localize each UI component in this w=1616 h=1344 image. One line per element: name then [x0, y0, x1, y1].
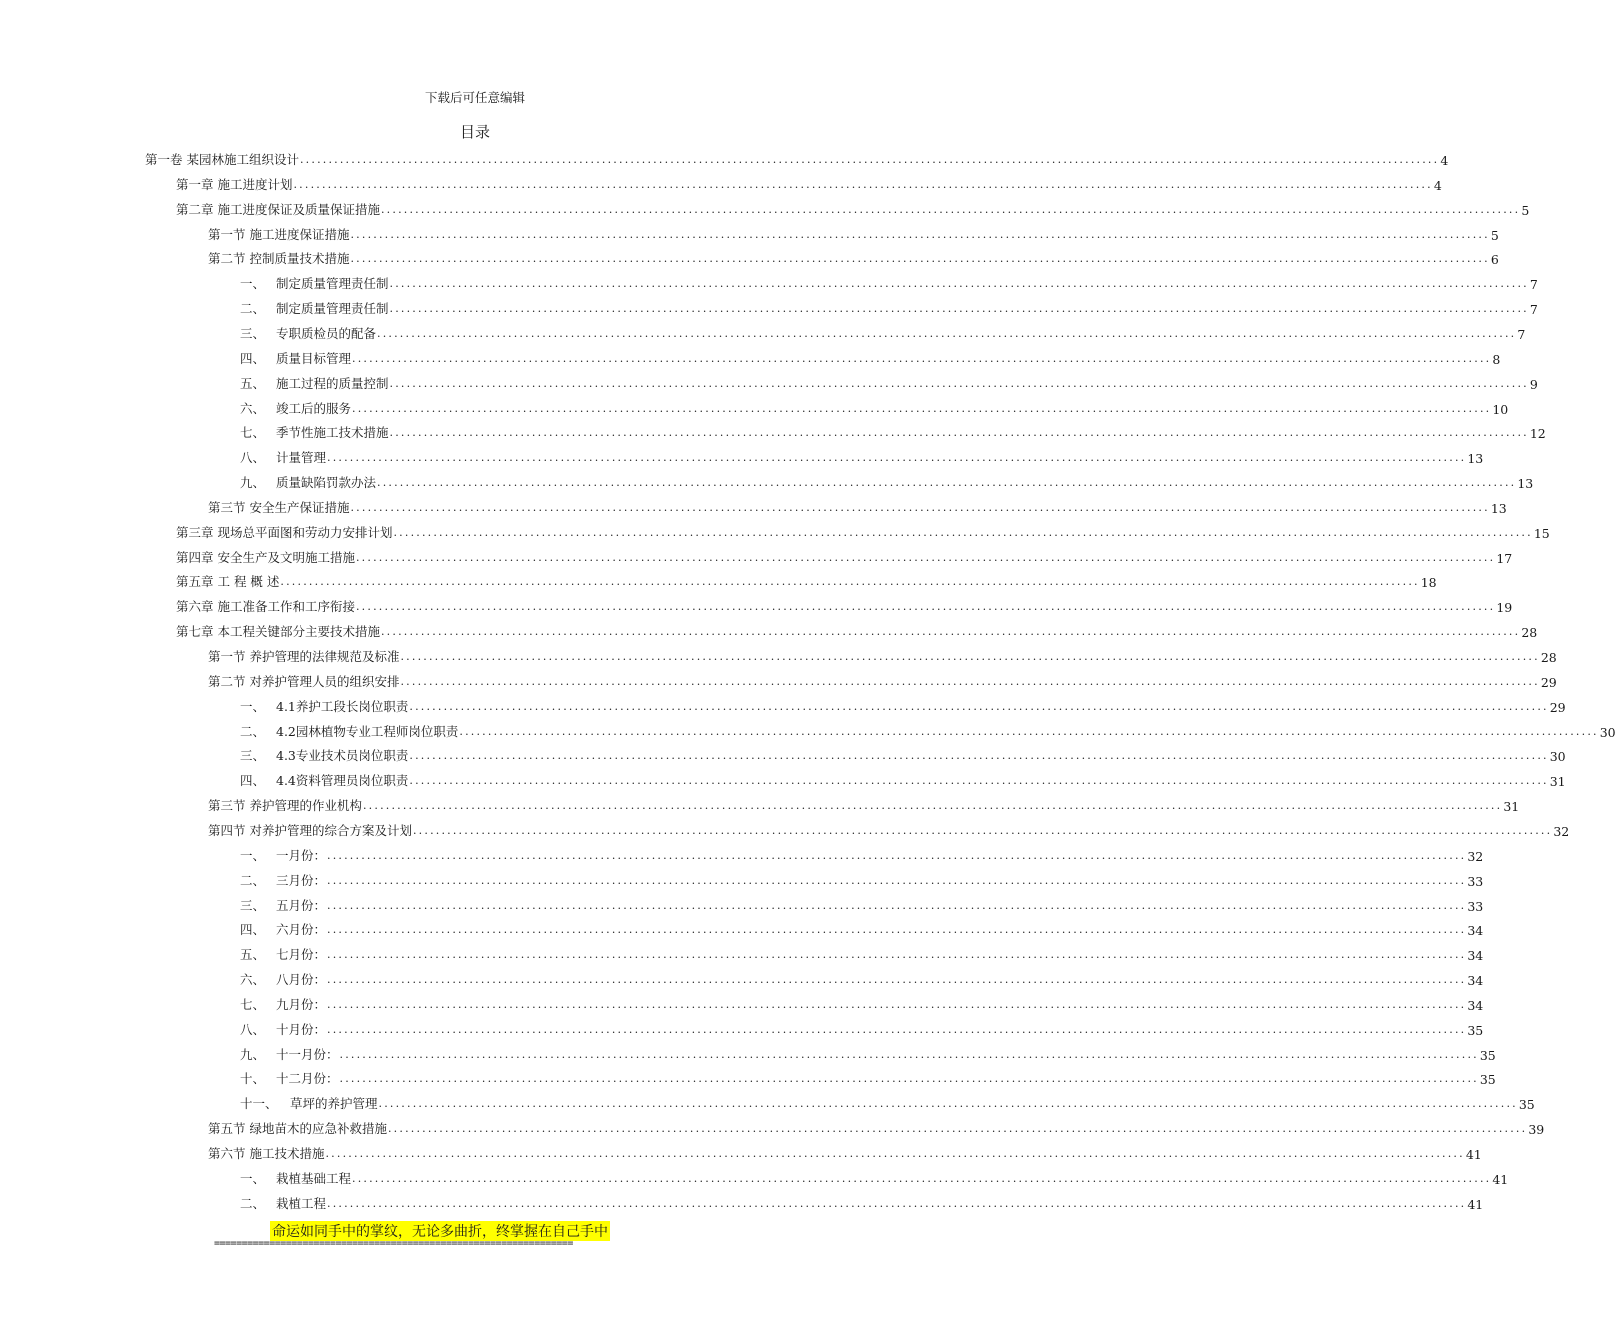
toc-entry[interactable] — [240, 1065, 1496, 1088]
toc-leader-dots: ........................................................................................................................................................................................................ — [389, 426, 1529, 440]
toc-entry-title: 第五章 工 程 概 述 — [176, 574, 280, 590]
toc-leader-dots: ........................................................................................................................................................................................................ — [380, 202, 1521, 216]
toc-entry-title: 八月份： — [276, 972, 327, 988]
toc-entry-page: 30 — [1599, 724, 1616, 740]
toc-entry-page: 10 — [1492, 401, 1509, 417]
toc-entry[interactable] — [240, 270, 1538, 293]
toc-entry-number: 一、 — [240, 276, 266, 292]
toc-entry[interactable] — [240, 469, 1534, 492]
toc-entry-page: 19 — [1496, 600, 1513, 616]
toc-entry-title: 一月份： — [276, 847, 327, 863]
toc-entry[interactable] — [176, 568, 1437, 591]
toc-entry-title: 第一节 养护管理的法律规范及标准 — [208, 649, 400, 664]
toc-entry-page: 5 — [1490, 227, 1499, 243]
toc-entry-number: 七、 — [240, 425, 266, 441]
toc-leader-dots: ........................................................................................................................................................................................................ — [350, 227, 1490, 241]
toc-entry-title: 五月份： — [276, 897, 327, 913]
toc-entry-page: 4 — [1433, 177, 1442, 193]
toc-entry[interactable] — [208, 245, 1499, 268]
toc-entry-page: 31 — [1549, 774, 1566, 790]
toc-entry-number: 五、 — [240, 947, 266, 963]
toc-entry-title: 第一卷 某园林施工组织设计 — [145, 152, 299, 167]
toc-entry-page: 34 — [1467, 923, 1484, 939]
toc-entry-title: 第二节 对养护管理人员的组织安排 — [208, 673, 400, 689]
toc-leader-dots: ........................................................................................................................................................................................................ — [352, 1171, 1492, 1185]
separator-line: ================================================================= — [214, 1238, 573, 1249]
toc-entry-page: 15 — [1533, 525, 1550, 541]
toc-entry-page: 39 — [1528, 1122, 1545, 1138]
toc-entry[interactable] — [240, 718, 1616, 740]
toc-title: 目录 — [459, 123, 490, 141]
toc-entry[interactable] — [240, 1016, 1484, 1038]
toc-leader-dots: ........................................................................................................................................................................................................ — [400, 674, 1540, 688]
toc-leader-dots: ........................................................................................................................................................................................................ — [412, 823, 1553, 837]
page-header: 下载后可任意编辑 — [424, 90, 525, 105]
toc-entry-page: 7 — [1529, 277, 1538, 293]
toc-entry[interactable] — [240, 767, 1566, 790]
toc-entry-number: 二、 — [240, 723, 266, 739]
toc-entry-title: 六月份： — [276, 922, 327, 938]
toc-entry-title: 施工过程的质量控制 — [276, 375, 389, 391]
toc-entry-title: 第二章 施工进度保证及质量保证措施 — [176, 201, 380, 217]
toc-entry[interactable] — [176, 171, 1442, 193]
toc-leader-dots: ........................................................................................................................................................................................................ — [350, 252, 1490, 266]
toc-entry-page: 12 — [1529, 426, 1546, 442]
toc-entry-title: 第五节 绿地苗木的应急补救措施 — [208, 1121, 387, 1137]
toc-entry[interactable] — [240, 916, 1484, 939]
toc-leader-dots: ........................................................................................................................................................................................................ — [325, 1147, 1465, 1160]
toc-entry[interactable] — [240, 370, 1538, 392]
toc-leader-dots: ........................................................................................................................................................................................................ — [299, 153, 1440, 166]
toc-entry-title: 季节性施工技术措施 — [276, 425, 389, 441]
toc-leader-dots: ........................................................................................................................................................................................................ — [389, 277, 1529, 291]
toc-entry-title: 质量目标管理 — [276, 350, 352, 366]
toc-entry-page: 41 — [1492, 1171, 1509, 1187]
motto-highlight: 命运如同手中的掌纹，无论多曲折，终掌握在自己手中 — [270, 1221, 610, 1241]
toc-entry-number: 一、 — [240, 1170, 266, 1186]
toc-leader-dots: ........................................................................................................................................................................................................ — [389, 376, 1529, 390]
toc-entry-page: 4 — [1440, 153, 1449, 168]
toc-entry-title: 竣工后的服务 — [276, 400, 352, 416]
toc-entry-number: 三、 — [240, 325, 266, 341]
toc-entry-title: 第四节 对养护管理的综合方案及计划 — [208, 822, 412, 838]
toc-leader-dots: ........................................................................................................................................................................................................ — [409, 749, 1549, 763]
toc-leader-dots: ........................................................................................................................................................................................................ — [327, 1022, 1467, 1036]
toc-entry-number: 六、 — [240, 972, 266, 988]
toc-entry[interactable] — [240, 320, 1526, 342]
toc-entry-number: 二、 — [240, 1195, 266, 1211]
toc-entry[interactable] — [240, 419, 1546, 442]
toc-entry-title: 第三章 现场总平面图和劳动力安排计划 — [176, 524, 393, 540]
toc-leader-dots: ........................................................................................................................................................................................................ — [362, 799, 1503, 813]
toc-entry-page: 32 — [1553, 823, 1570, 839]
toc-entry-page: 13 — [1467, 451, 1484, 467]
toc-entry-number: 五、 — [240, 375, 266, 391]
toc-entry-page: 30 — [1549, 749, 1566, 765]
toc-entry-title: 第六章 施工准备工作和工序衔接 — [176, 599, 355, 615]
toc-entry[interactable] — [208, 494, 1507, 516]
toc-entry[interactable] — [208, 1115, 1545, 1138]
toc-entry[interactable] — [208, 668, 1557, 690]
toc-leader-dots: ........................................................................................................................................................................................................ — [327, 873, 1467, 887]
toc-leader-dots: ........................................................................................................................................................................................................ — [380, 625, 1521, 639]
toc-entry[interactable] — [240, 892, 1484, 914]
toc-entry[interactable] — [208, 221, 1499, 243]
toc-leader-dots: ........................................................................................................................................................................................................ — [327, 948, 1467, 962]
toc-entry[interactable] — [240, 693, 1566, 715]
toc-entry-page: 31 — [1503, 799, 1520, 815]
toc-leader-dots: ........................................................................................................................................................................................................ — [459, 724, 1599, 738]
toc-entry-number: 四、 — [240, 922, 266, 938]
toc-entry-title: 第六节 施工技术措施 — [208, 1146, 325, 1161]
toc-entry[interactable] — [176, 593, 1513, 616]
toc-leader-dots: ........................................................................................................................................................................................................ — [352, 351, 1492, 365]
toc-entry-title: 4.3专业技术员岗位职责 — [276, 748, 409, 764]
toc-entry-title: 九月份： — [276, 996, 327, 1012]
toc-leader-dots: ........................................................................................................................................................................................................ — [377, 476, 1517, 490]
toc-entry-title: 十月份： — [276, 1021, 327, 1037]
toc-entry[interactable] — [176, 618, 1538, 641]
toc-entry-number: 一、 — [240, 847, 266, 863]
toc-entry[interactable] — [176, 196, 1530, 218]
toc-entry-page: 13 — [1490, 500, 1507, 516]
toc-entry-number: 六、 — [240, 400, 266, 416]
toc-entry-page: 33 — [1467, 873, 1484, 889]
toc-entry[interactable] — [208, 792, 1520, 815]
toc-entry[interactable] — [240, 742, 1566, 765]
toc-entry-title: 制定质量管理责任制 — [276, 301, 389, 317]
toc-entry[interactable] — [240, 966, 1484, 989]
toc-entry-title: 第四章 安全生产及文明施工措施 — [176, 549, 355, 565]
toc-leader-dots: ........................................................................................................................................................................................................ — [327, 1196, 1467, 1210]
toc-entry-number: 八、 — [240, 450, 266, 466]
toc-entry-page: 17 — [1496, 550, 1513, 566]
toc-entry-title: 第三节 安全生产保证措施 — [208, 499, 350, 515]
toc-entry-page: 34 — [1467, 948, 1484, 964]
toc-entry-title: 栽植基础工程 — [276, 1170, 352, 1186]
toc-entry-title: 第三节 养护管理的作业机构 — [208, 798, 362, 814]
toc-entry-title: 三月份： — [276, 872, 327, 888]
toc-entry-number: 十、 — [240, 1071, 266, 1087]
toc-entry-page: 9 — [1529, 376, 1538, 392]
toc-entry-page: 32 — [1467, 848, 1484, 864]
toc-leader-dots: ........................................................................................................................................................................................................ — [280, 575, 1420, 589]
toc-entry-title: 第一节 施工进度保证措施 — [208, 226, 350, 242]
toc-entry[interactable] — [176, 519, 1550, 541]
toc-entry-page: 35 — [1518, 1097, 1535, 1113]
toc-leader-dots: ........................................................................................................................................................................................................ — [293, 177, 1433, 191]
toc-entry-number: 四、 — [240, 350, 266, 366]
toc-entry[interactable] — [208, 817, 1570, 839]
toc-leader-dots: ........................................................................................................................................................................................................ — [409, 699, 1549, 713]
toc-entry[interactable] — [240, 395, 1509, 417]
toc-entry[interactable] — [240, 444, 1484, 467]
toc-entry-number: 二、 — [240, 872, 266, 888]
toc-leader-dots: ........................................................................................................................................................................................................ — [352, 401, 1492, 415]
toc-entry-number: 八、 — [240, 1021, 266, 1037]
toc-entry[interactable] — [240, 1090, 1535, 1113]
toc-entry-number: 十一、 — [240, 1096, 278, 1112]
toc-entry-title: 4.4资料管理员岗位职责 — [276, 773, 409, 789]
toc-entry-title: 4.2园林植物专业工程师岗位职责 — [276, 723, 459, 739]
toc-entry[interactable] — [240, 867, 1484, 889]
toc-entry-page: 35 — [1479, 1047, 1496, 1063]
toc-entry-title: 质量缺陷罚款办法 — [276, 475, 377, 491]
toc-entry-number: 九、 — [240, 475, 266, 491]
toc-leader-dots: ........................................................................................................................................................................................................ — [393, 525, 1533, 539]
toc-leader-dots: ........................................................................................................................................................................................................ — [339, 1047, 1479, 1061]
toc-leader-dots: ........................................................................................................................................................................................................ — [378, 1097, 1518, 1111]
toc-entry-page: 6 — [1490, 252, 1499, 268]
toc-entry[interactable] — [240, 991, 1484, 1013]
toc-leader-dots: ........................................................................................................................................................................................................ — [327, 923, 1467, 937]
toc-entry-page: 13 — [1517, 476, 1534, 492]
toc-entry-page: 28 — [1521, 625, 1538, 641]
toc-entry-number: 九、 — [240, 1046, 266, 1062]
toc-entry-number: 一、 — [240, 698, 266, 714]
toc-leader-dots: ........................................................................................................................................................................................................ — [339, 1072, 1479, 1086]
toc-entry-number: 七、 — [240, 996, 266, 1012]
toc-leader-dots: ........................................................................................................................................................................................................ — [389, 302, 1529, 316]
toc-entry-title: 七月份： — [276, 947, 327, 963]
toc-entry-title: 4.1养护工段长岗位职责 — [276, 698, 409, 714]
toc-entry[interactable] — [240, 941, 1484, 964]
toc-entry-title: 第七章 本工程关键部分主要技术措施 — [176, 624, 380, 640]
toc-entry[interactable] — [240, 842, 1484, 864]
toc-leader-dots: ........................................................................................................................................................................................................ — [350, 500, 1490, 514]
toc-entry-page: 34 — [1467, 997, 1484, 1013]
toc-leader-dots: ........................................................................................................................................................................................................ — [327, 898, 1467, 912]
toc-entry-number: 二、 — [240, 301, 266, 317]
toc-entry[interactable] — [240, 1190, 1484, 1212]
toc-leader-dots: ........................................................................................................................................................................................................ — [327, 848, 1467, 862]
toc-entry-title: 十二月份： — [276, 1071, 339, 1087]
toc-entry-title: 专职质检员的配备 — [276, 325, 377, 341]
toc-entry[interactable] — [145, 146, 1449, 168]
toc-entry-number: 三、 — [240, 897, 266, 913]
toc-leader-dots: ........................................................................................................................................................................................................ — [355, 550, 1496, 564]
toc-entry[interactable] — [176, 544, 1513, 566]
toc-entry-page: 5 — [1521, 202, 1530, 218]
toc-entry-page: 35 — [1467, 1022, 1484, 1038]
toc-entry-page: 29 — [1549, 699, 1566, 715]
toc-entry-title: 草坪的养护管理 — [290, 1096, 378, 1112]
toc-entry-title: 计量管理 — [276, 450, 327, 466]
toc-entry-title: 第二节 控制质量技术措施 — [208, 251, 350, 267]
toc-leader-dots: ........................................................................................................................................................................................................ — [327, 451, 1467, 465]
toc-entry-title: 制定质量管理责任制 — [276, 276, 389, 292]
toc-entry[interactable] — [240, 1165, 1509, 1187]
toc-entry-page: 18 — [1420, 575, 1437, 591]
toc-entry[interactable] — [240, 1041, 1496, 1063]
toc-entry-page: 41 — [1465, 1147, 1482, 1162]
toc-leader-dots: ........................................................................................................................................................................................................ — [409, 774, 1549, 788]
toc-leader-dots: ........................................................................................................................................................................................................ — [377, 326, 1517, 340]
toc-entry-title: 第一章 施工进度计划 — [176, 176, 293, 192]
toc-entry-page: 7 — [1529, 302, 1538, 318]
toc-entry-page: 7 — [1517, 326, 1526, 342]
toc-entry-page: 29 — [1540, 674, 1557, 690]
toc-entry-number: 四、 — [240, 773, 266, 789]
toc-entry[interactable] — [240, 295, 1538, 318]
toc-entry[interactable] — [208, 643, 1557, 665]
toc-entry-title: 十一月份： — [276, 1046, 339, 1062]
toc-entry-page: 35 — [1479, 1072, 1496, 1088]
toc-leader-dots: ........................................................................................................................................................................................................ — [400, 650, 1540, 663]
toc-entry-page: 28 — [1540, 650, 1557, 665]
toc-leader-dots: ........................................................................................................................................................................................................ — [355, 600, 1496, 614]
toc-entry-page: 33 — [1467, 898, 1484, 914]
toc-leader-dots: ........................................................................................................................................................................................................ — [327, 973, 1467, 987]
toc-entry-number: 三、 — [240, 748, 266, 764]
toc-leader-dots: ........................................................................................................................................................................................................ — [327, 997, 1467, 1011]
toc-entry[interactable] — [240, 345, 1501, 367]
toc-entry-title: 栽植工程 — [276, 1195, 327, 1211]
toc-entry[interactable] — [208, 1140, 1482, 1162]
toc-leader-dots: ........................................................................................................................................................................................................ — [387, 1122, 1528, 1136]
toc-entry-page: 34 — [1467, 973, 1484, 989]
toc-entry-page: 41 — [1467, 1196, 1484, 1212]
toc-entry-page: 8 — [1492, 351, 1501, 367]
